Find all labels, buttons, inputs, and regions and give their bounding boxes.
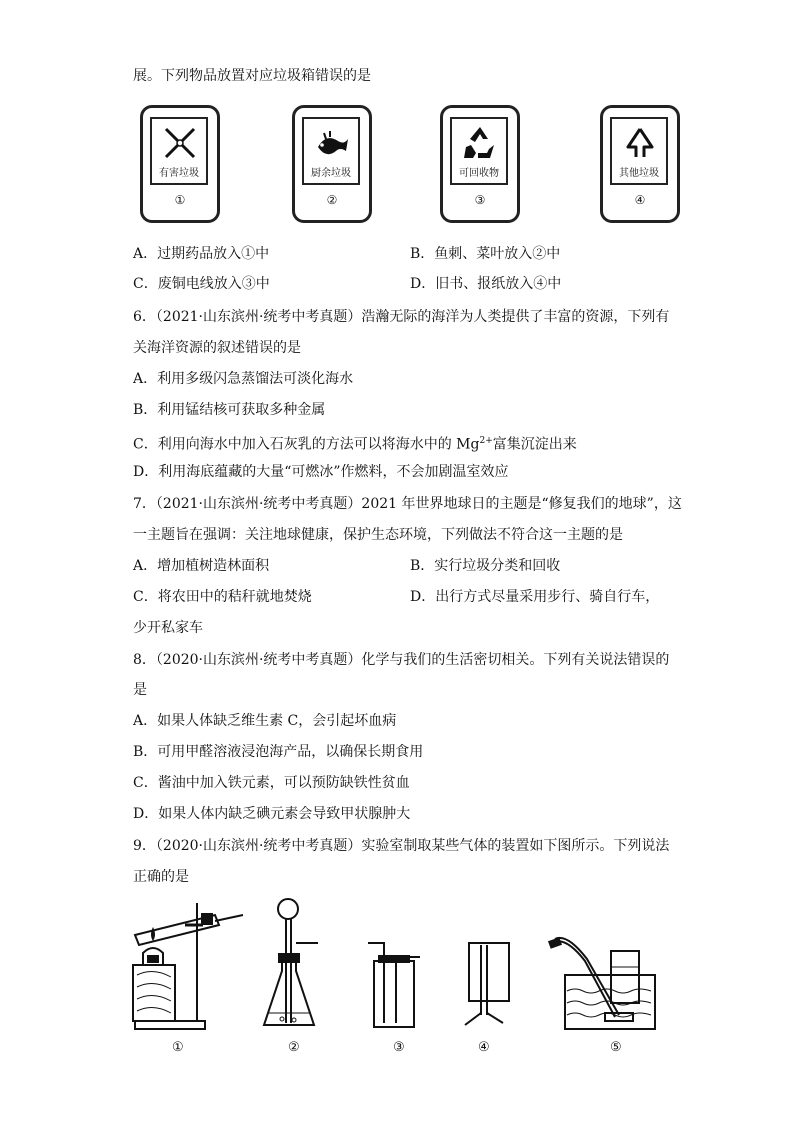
bin-number: ② <box>326 193 338 207</box>
gas-washing-bottle-apparatus <box>360 895 430 1035</box>
inverted-bottle-apparatus <box>455 895 515 1035</box>
bin-number: ① <box>174 193 186 207</box>
q6-stem-cont: 关海洋资源的叙述错误的是 <box>133 340 301 356</box>
fish-bone-icon <box>312 123 352 163</box>
q7-option-d-cont: 少开私家车 <box>133 620 203 636</box>
apparatus-number-1: ① <box>172 1040 184 1055</box>
bin-recyclable <box>440 105 520 220</box>
bin-kitchen <box>292 105 372 220</box>
q5-option-b: B．鱼刺、菜叶放入②中 <box>410 246 561 262</box>
bin-hazardous <box>140 105 220 220</box>
q8-option-d: D．如果人体内缺乏碘元素会导致甲状腺肿大 <box>133 806 411 822</box>
bin-number: ④ <box>634 193 646 207</box>
heating-test-tube-apparatus <box>125 895 250 1035</box>
q9-stem-cont: 正确的是 <box>133 869 189 885</box>
q8-stem: 8．（2020·山东滨州·统考中考真题）化学与我们的生活密切相关。下列有关说法错误的 <box>133 652 670 668</box>
q9-stem: 9．（2020·山东滨州·统考中考真题）实验室制取某些气体的装置如下图所示。下列说法 <box>133 838 670 854</box>
intro-line: 展。下列物品放置对应垃圾箱错误的是 <box>133 68 371 84</box>
q8-option-b: B．可用甲醛溶液浸泡海产品，以确保长期食用 <box>133 744 424 760</box>
q6-option-b: B．利用锰结核可获取多种金属 <box>133 402 326 418</box>
apparatus-number-4: ④ <box>478 1040 490 1055</box>
bin-number: ③ <box>474 193 486 207</box>
q5-option-c: C．废铜电线放入③中 <box>133 276 270 292</box>
water-trough-collection-apparatus <box>545 895 660 1035</box>
q8-stem-cont: 是 <box>133 682 147 698</box>
q6-c-post: 富集沉淀出来 <box>492 436 577 453</box>
q7-stem-cont: 一主题旨在强调：关注地球健康，保护生态环境，下列做法不符合这一主题的是 <box>133 527 623 543</box>
q6-option-d: D．利用海底蕴藏的大量“可燃冰”作燃料，不会加剧温室效应 <box>133 464 509 480</box>
recycle-icon <box>460 123 500 163</box>
apparatus-number-3: ③ <box>393 1040 405 1055</box>
q7-option-c: C．将农田中的秸秆就地焚烧 <box>133 589 312 605</box>
apparatus-number-2: ② <box>288 1040 300 1055</box>
q7-option-b: B．实行垃圾分类和回收 <box>410 558 561 574</box>
q6-c-pre: C．利用向海水中加入石灰乳的方法可以将海水中的 Mg <box>133 436 480 453</box>
q7-option-d: D．出行方式尽量采用步行、骑自行车， <box>410 589 660 605</box>
bin-label: 可回收物 <box>459 168 499 179</box>
q7-stem: 7．（2021·山东滨州·统考中考真题）2021 年世界地球日的主题是“修复我们的地球”，这 <box>133 496 682 512</box>
q8-option-a: A．如果人体缺乏维生素 C，会引起坏血病 <box>133 713 397 729</box>
hazard-x-icon <box>160 123 200 163</box>
conical-flask-funnel-apparatus <box>258 895 328 1035</box>
bin-label: 有害垃圾 <box>159 168 199 179</box>
bin-label: 厨余垃圾 <box>311 168 351 179</box>
apparatus-number-5: ⑤ <box>610 1040 622 1055</box>
q6-stem: 6．（2021·山东滨州·统考中考真题）浩瀚无际的海洋为人类提供了丰富的资源，下列有 <box>133 309 670 325</box>
bin-other <box>600 105 680 220</box>
q5-option-a: A．过期药品放入①中 <box>133 246 270 262</box>
tree-icon <box>620 123 660 163</box>
q7-option-a: A．增加植树造林面积 <box>133 558 270 574</box>
q5-option-d: D．旧书、报纸放入④中 <box>410 276 562 292</box>
bin-label: 其他垃圾 <box>619 168 659 179</box>
q6-option-c <box>133 431 577 455</box>
q8-option-c: C．酱油中加入铁元素，可以预防缺铁性贫血 <box>133 775 410 791</box>
q6-c-sup: 2+ <box>479 436 493 446</box>
q6-option-a: A．利用多级闪急蒸馏法可淡化海水 <box>133 371 354 387</box>
